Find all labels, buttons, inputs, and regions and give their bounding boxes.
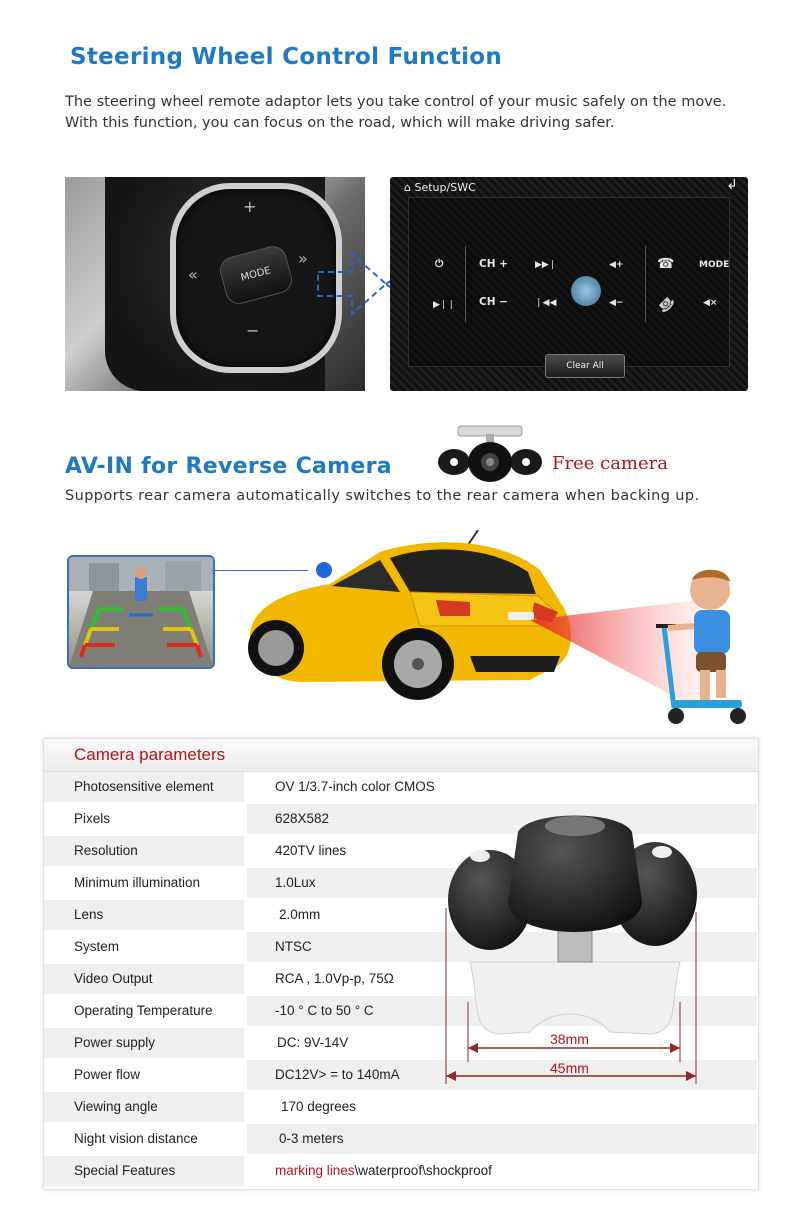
features-rest-text: \waterproof\shockproof — [354, 1163, 492, 1178]
param-value — [275, 1163, 492, 1178]
camera-product-icon — [436, 424, 544, 484]
home-icon: ⌂ — [404, 181, 411, 194]
section-title-camera: AV-IN for Reverse Camera — [65, 454, 392, 479]
param-value: 628X582 — [275, 811, 330, 826]
child-on-scooter — [650, 566, 750, 726]
dimension-45mm: 45mm — [550, 1060, 589, 1076]
hangup-icon: ☎ — [653, 292, 678, 316]
param-label: Video Output — [74, 971, 153, 986]
ch-up-button: CH + — [479, 258, 508, 270]
clear-all-button: Clear All — [545, 354, 625, 378]
minus-icon: − — [246, 321, 260, 340]
call-icon: ☎ — [657, 256, 675, 272]
swc-setup-screen — [390, 177, 748, 391]
param-value: RCA , 1.0Vp-p, 75Ω — [275, 971, 394, 986]
param-label: Pixels — [74, 811, 111, 826]
power-icon: ⏻ — [435, 258, 444, 270]
param-label: Resolution — [74, 843, 138, 858]
param-label: Operating Temperature — [74, 1003, 213, 1018]
free-camera-label: Free camera — [552, 453, 668, 474]
table-title: Camera parameters — [74, 745, 226, 764]
param-value: -10 ° C to 50 ° C — [275, 1003, 374, 1018]
dimension-38mm: 38mm — [550, 1031, 589, 1047]
section-title-steering: Steering Wheel Control Function — [70, 44, 503, 70]
table-header — [44, 739, 758, 772]
joystick-indicator — [571, 276, 601, 306]
camera-description: Supports rear camera automatically switches to the rear camera when backing up. — [65, 488, 700, 504]
table-row — [44, 771, 758, 803]
param-value: DC: 9V-14V — [277, 1035, 349, 1050]
rear-view-inset — [67, 555, 215, 669]
plus-icon: + — [243, 197, 257, 216]
param-label: Viewing angle — [74, 1099, 158, 1114]
table-row — [44, 1091, 758, 1123]
volume-up-icon: ◀+ — [609, 260, 624, 270]
yellow-hatchback-car — [240, 530, 580, 710]
table-row — [44, 1123, 758, 1155]
steering-description-line1: The steering wheel remote adaptor lets you take control of your music safely on the move. — [65, 94, 727, 110]
back-icon: ↲ — [726, 177, 738, 193]
screen-title: Setup/SWC — [414, 181, 476, 194]
param-label: Power supply — [74, 1035, 156, 1050]
param-value: 2.0mm — [279, 907, 321, 922]
param-label: Special Features — [74, 1163, 176, 1178]
param-label: System — [74, 939, 120, 954]
mode-swc-button: MODE — [699, 260, 730, 270]
steering-description-line2: With this function, you can focus on the road, which will make driving safer. — [65, 115, 615, 131]
param-label: Lens — [74, 907, 104, 922]
next-track-icon: ▶▶❘ — [535, 260, 557, 270]
steering-description — [65, 92, 785, 134]
parking-guide-lines — [69, 557, 213, 667]
prev-track-icon: ❘◀◀ — [535, 298, 557, 308]
divider — [645, 246, 646, 322]
param-value: 0-3 meters — [279, 1131, 344, 1146]
param-value: 420TV lines — [275, 843, 347, 858]
marking-lines-text: marking lines — [275, 1163, 355, 1178]
param-value: DC12V> = to 140mA — [275, 1067, 400, 1082]
ch-down-button: CH − — [479, 296, 508, 308]
swc-button-panel — [408, 197, 730, 371]
param-label: Power flow — [74, 1067, 141, 1082]
play-pause-icon: ▶❘❘ — [433, 300, 456, 310]
divider — [465, 246, 466, 322]
param-label: Minimum illumination — [74, 875, 201, 890]
param-label: Photosensitive element — [74, 779, 214, 794]
volume-down-icon: ◀− — [609, 298, 624, 308]
param-value: OV 1/3.7-inch color CMOS — [275, 779, 435, 794]
mode-button: MODE — [217, 243, 295, 307]
param-value: 1.0Lux — [275, 875, 316, 890]
chevron-left-icon: « — [188, 265, 198, 284]
param-value: 170 degrees — [281, 1099, 357, 1114]
chevron-right-icon: » — [298, 249, 308, 268]
table-row — [44, 1155, 758, 1187]
camera-dimension-photo — [440, 812, 710, 1092]
screen-header — [404, 181, 476, 194]
mute-icon: ◀× — [703, 298, 718, 308]
param-label: Night vision distance — [74, 1131, 198, 1146]
param-value: NTSC — [275, 939, 312, 954]
